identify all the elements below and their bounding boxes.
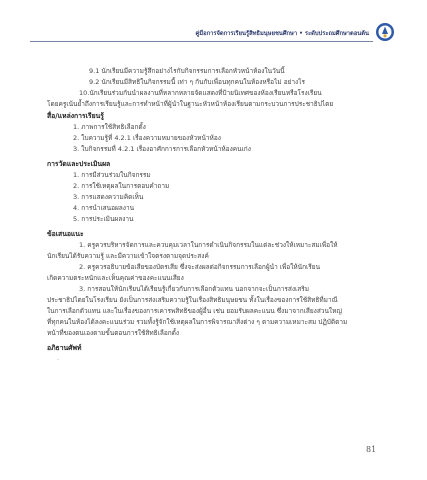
header-title: คู่มือการจัดการเรียนรู้สิทธิมนุษยชนศึกษา • ระดับประถมศึกษาตอนต้น [195, 31, 369, 37]
suggestion-paragraph-1-continued: นักเรียนได้รับความรู้ และมีความเข้าใจตรงตามจุดประสงค์ [47, 252, 209, 260]
assessment-item: 5. การประเมินผลงาน [73, 215, 134, 223]
objective-item: 9.2 นักเรียนมีสิทธิในกิจกรรมนี้ เท่า ๆ กันกับเพื่อนทุกคนในห้องหรือไม่ อย่างไร [89, 78, 305, 86]
activity-step-10-continued: โดยครูเน้นย้ำถึงการเรียนรู้และการทำหน้าที่ผู้นำในฐานะหัวหน้าห้องเรียนตามกระบวนการประชาธิปไตย [47, 100, 334, 108]
suggestion-paragraph-1: 1. ครูควรบริหารจัดการและควบคุมเวลาในการดำเนินกิจกรรมในแต่ละช่วงให้เหมาะสมเพื่อให้ [79, 241, 338, 249]
assessment-heading: การวัดและประเมินผล [47, 160, 111, 168]
media-item: 2. ใบความรู้ที่ 4.2.1 เรื่องความหมายของหัวหน้าห้อง [73, 134, 221, 142]
suggestion-paragraph-3-continued: ในการเลือกตัวแทน และในเรื่องของการเคารพสิทธิของผู้อื่น เช่น ยอมรับผลคะแนน ซึ่งมาจากเสียงส่วนใหญ่ [47, 307, 342, 315]
page-header [30, 22, 417, 44]
glossary-heading: อภิธานศัพท์ [47, 344, 82, 352]
suggestion-paragraph-3-continued: ประชาธิปไตยในโรงเรียน ยังเป็นการส่งเสริมความรู้ในเรื่องสิทธิมนุษยชน ทั้งในเรื่องของการใช้สิทธิที่มาณี [47, 296, 338, 304]
document-body [47, 66, 373, 365]
assessment-item: 2. การใช้เหตุผลในการตอบคำถาม [73, 182, 170, 190]
header-divider [30, 41, 373, 42]
assessment-item: 1. การมีส่วนร่วมในกิจกรรม [73, 171, 151, 179]
assessment-item: 4. การนำเสนอผลงาน [73, 204, 135, 212]
suggestion-paragraph-3-continued: ที่ทุกคนในห้องได้ลงคะแนนร่วม รวมทั้งรู้จักใช้เหตุผลในการพิจารณาสิ่งต่าง ๆ ตามความเหมาะสม ปฏิบัติตาม [47, 318, 348, 326]
media-item: 1. ภาพการใช้สิทธิเลือกตั้ง [73, 123, 146, 131]
suggestion-paragraph-2: 2. ครูควรอธิบายข้อเสียของบัตรเสีย ซึ่งจะส่งผลต่อกิจกรรมการเลือกผู้นำ เพื่อให้นักเรียน [79, 263, 321, 271]
page-number: 81 [366, 445, 377, 454]
suggestions-heading: ข้อเสนอแนะ [47, 230, 84, 238]
media-item: 3. ใบกิจกรรมที่ 4.2.1 เรื่องอาศักการการเลือกหัวหน้าห้องคนเก่ง [73, 145, 251, 153]
glossary-mark: - [57, 355, 60, 363]
activity-step-10: 10.นักเรียนร่วมกันนำผลงานที่หลากหลายจัดแสดงที่ป้ายนิเทศของห้องเรียนหรือโรงเรียน [79, 89, 322, 97]
media-heading: สื่อ/แหล่งการเรียนรู้ [47, 112, 104, 120]
organization-logo-icon [375, 22, 395, 42]
objective-item: 9.1 นักเรียนมีความรู้สึกอย่างไรกับกิจกรรมการเลือกหัวหน้าห้องในวันนี้ [89, 67, 285, 75]
suggestion-paragraph-2-continued: เกิดความตระหนักและเห็นคุณค่าของคะแนนเสียง [47, 274, 184, 282]
assessment-item: 3. การแสดงความคิดเห็น [73, 193, 144, 201]
suggestion-paragraph-3-continued: หน้าที่ของตนเองตามขั้นตอนการใช้สิทธิเลือกตั้ง [47, 329, 180, 337]
suggestion-paragraph-3: 3. การสอนให้นักเรียนได้เรียนรู้เกี่ยวกับการเลือกตัวแทน นอกจากจะเป็นการส่งเสริม [79, 285, 310, 293]
